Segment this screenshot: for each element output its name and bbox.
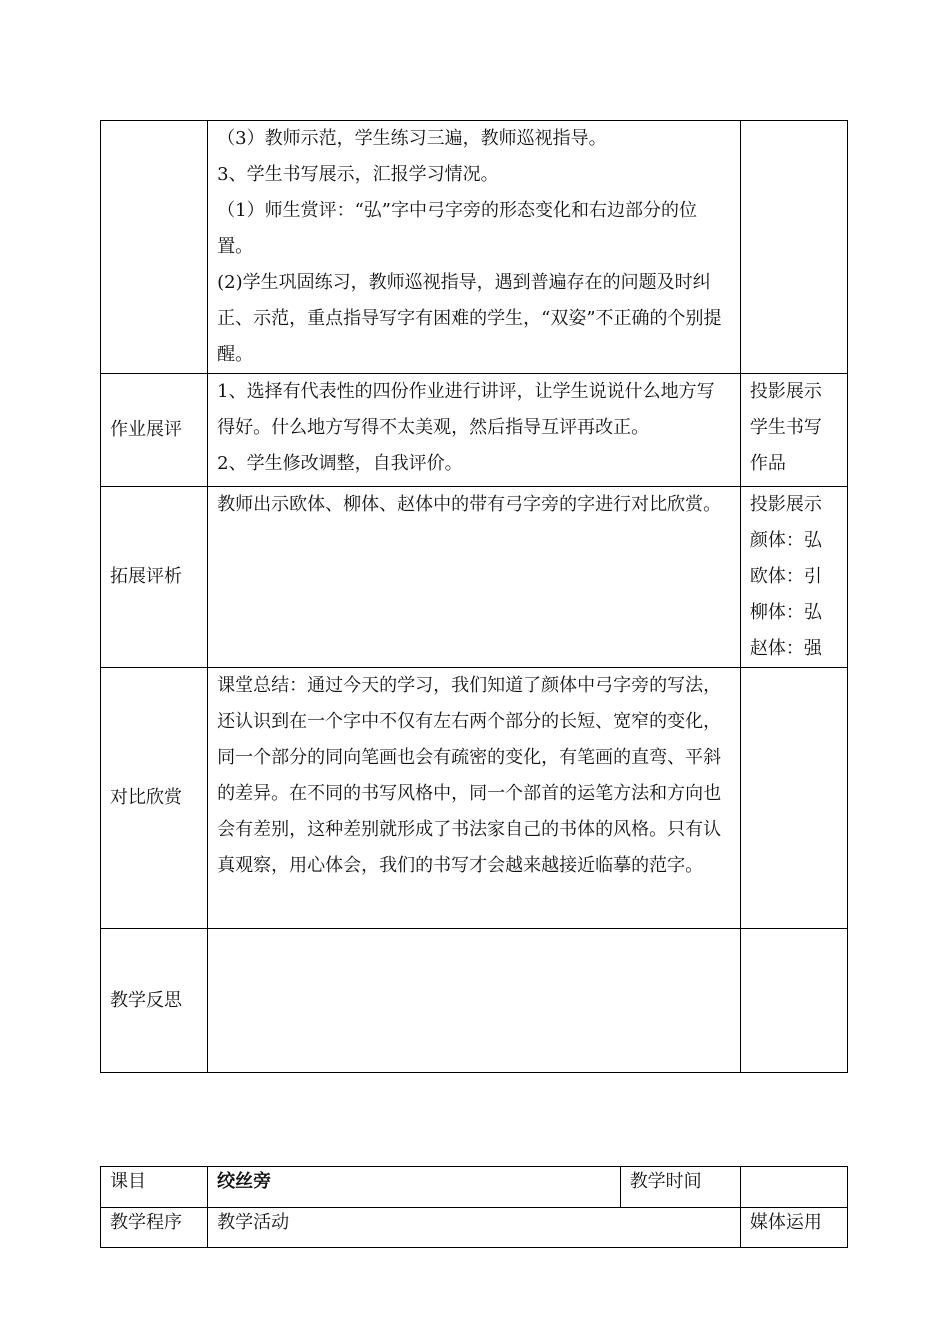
row-content	[208, 487, 741, 668]
paragraph: 3、学生书写展示，汇报学习情况。	[217, 164, 499, 185]
row-label: 作业展评	[101, 374, 208, 487]
paragraph: （1）师生赏评：“弘”字中弓字旁的形态变化和右边部分的位置。	[217, 200, 697, 257]
row-media	[740, 374, 847, 487]
row-label: 教学反思	[101, 929, 208, 1073]
subject-label: 课目	[101, 1167, 208, 1208]
media-line: 投影展示	[749, 494, 822, 515]
row-content	[208, 121, 741, 374]
row-content	[208, 374, 741, 487]
table-row	[101, 1167, 848, 1208]
row-media	[740, 121, 847, 374]
lesson-plan-table	[100, 120, 848, 1073]
row-label: 对比欣赏	[101, 668, 208, 929]
row-content	[208, 668, 741, 929]
row-media	[740, 487, 847, 668]
procedure-label: 教学程序	[101, 1208, 208, 1248]
paragraph: 1、选择有代表性的四份作业进行讲评，让学生说说什么地方写得好。什么地方写得不太美观，然后指导互评再改正。	[217, 381, 715, 438]
table-row	[101, 121, 848, 374]
time-value	[740, 1167, 847, 1208]
media-line: 作品	[749, 453, 786, 474]
next-lesson-header-table	[100, 1166, 848, 1248]
paragraph: 课堂总结：通过今天的学习，我们知道了颜体中弓字旁的写法，还认识到在一个字中不仅有左右两个部分的长短、宽窄的变化，同一个部分的同向笔画也会有疏密的变化，有笔画的直弯、平斜的差异。在不同的书写风格中，同一个部首的运笔方法和方向也会有差别，这种差别就形成了书法家自己的书体的风格。只有认真观察，用心体会，我们的书写才会越来越接近临摹的范字。	[217, 675, 722, 876]
paragraph: 教师出示欧体、柳体、赵体中的带有弓字旁的字进行对比欣赏。	[217, 494, 722, 515]
table-row	[101, 668, 848, 929]
row-label: 拓展评析	[101, 487, 208, 668]
row-content	[208, 929, 741, 1073]
table-row	[101, 374, 848, 487]
table-row	[101, 929, 848, 1073]
row-media	[740, 668, 847, 929]
media-line: 柳体：弘	[749, 602, 822, 623]
table-row	[101, 1208, 848, 1248]
media-line: 欧体：引	[749, 566, 822, 587]
subject-value: 绞丝旁	[208, 1167, 621, 1208]
media-line: 赵体：强	[749, 638, 822, 659]
row-label	[101, 121, 208, 374]
table-row	[101, 487, 848, 668]
paragraph: （3）教师示范，学生练习三遍，教师巡视指导。	[217, 128, 607, 149]
row-media	[740, 929, 847, 1073]
paragraph: (2)学生巩固练习，教师巡视指导，遇到普遍存在的问题及时纠正、示范，重点指导写字有困难的学生，“双姿”不正确的个别提醒。	[217, 272, 722, 365]
media-line: 学生书写	[749, 417, 822, 438]
media-line: 投影展示	[749, 381, 822, 402]
paragraph: 2、学生修改调整，自我评价。	[217, 453, 463, 474]
media-line: 颜体：弘	[749, 530, 822, 551]
time-label: 教学时间	[620, 1167, 740, 1208]
media-label: 媒体运用	[740, 1208, 847, 1248]
activity-label: 教学活动	[208, 1208, 741, 1248]
